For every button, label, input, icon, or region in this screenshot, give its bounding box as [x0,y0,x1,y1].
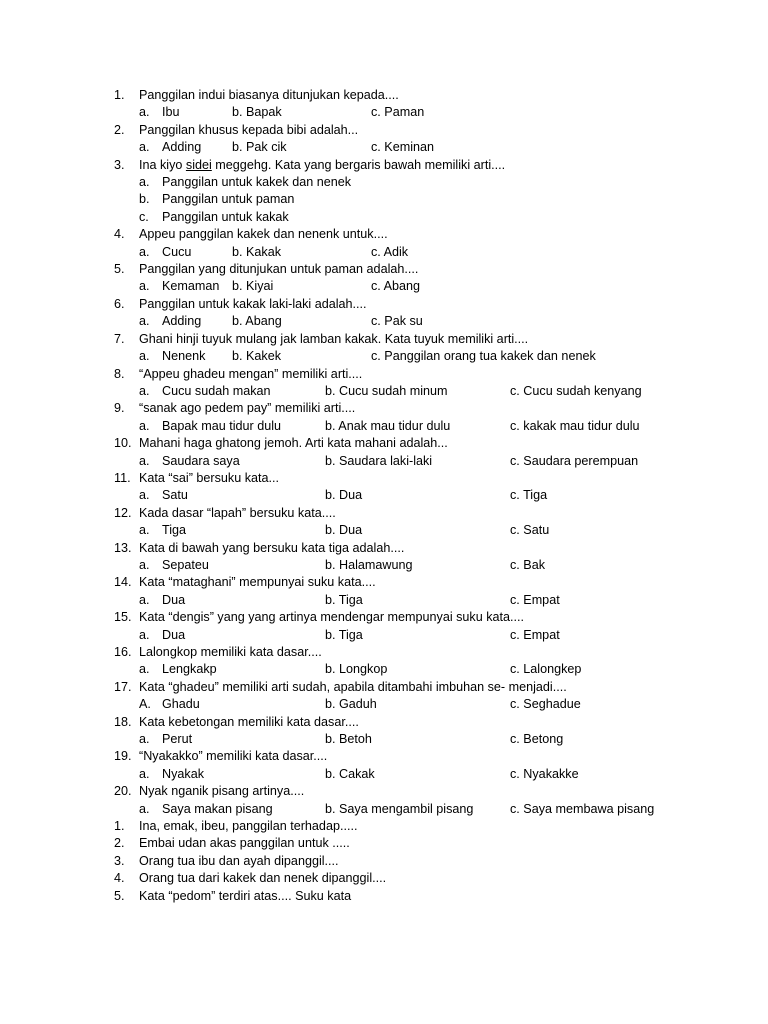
question-text: Panggilan untuk kakak laki-laki adalah.... [139,296,367,311]
question-text-post: meggehg. Kata yang bergaris bawah memiliki arti.... [211,157,506,172]
option-row [0,696,768,713]
option-text: b. Kakak [232,244,282,259]
question-text: “sanak ago pedem pay” memiliki arti.... [139,401,356,416]
question-row [0,679,768,696]
question-text: Panggilan khusus kepada bibi adalah... [139,122,359,137]
option-letter: b. [139,192,150,207]
question-number: 12. [114,505,132,520]
option-letter: a. [139,523,150,538]
question-number: 10. [114,436,132,451]
option-text: Cucu sudah makan [162,383,271,398]
essay-number: 1. [114,819,125,834]
essay-row [0,853,768,870]
question-number: 6. [114,296,125,311]
option-row [0,383,768,400]
option-text: c. Empat [510,627,560,642]
essay-text: Ina, emak, ibeu, panggilan terhadap..... [139,819,358,834]
question-row [0,783,768,800]
question-row [0,505,768,522]
option-text: b. Dua [325,488,363,503]
option-row [0,278,768,295]
option-text: b. Cucu sudah minum [325,383,448,398]
option-text: c. Lalongkep [510,662,582,677]
question-text: Kata “ghadeu” memiliki arti sudah, apabila ditambahi imbuhan se- menjadi.... [139,679,567,694]
option-text: c. Tiga [510,488,548,503]
option-letter: a. [139,732,150,747]
option-letter: a. [139,314,150,329]
option-text: Ghadu [162,697,200,712]
option-text: b. Kiyai [232,279,274,294]
option-letter: a. [139,140,150,155]
option-text: b. Kakek [232,349,282,364]
question-text: Panggilan yang ditunjukan untuk paman adalah.... [139,262,419,277]
option-text: c. Abang [371,279,421,294]
option-letter: a. [139,279,150,294]
option-text: Adding [162,314,202,329]
question-row [0,748,768,765]
option-text: b. Tiga [325,592,363,607]
option-text: Bapak mau tidur dulu [162,418,282,433]
question-number: 8. [114,366,125,381]
option-text: b. Betoh [325,732,372,747]
essay-text: Embai udan akas panggilan untuk ..... [139,836,350,851]
question-text: Mahani haga ghatong jemoh. Arti kata mahani adalah... [139,436,448,451]
option-letter: a. [139,453,150,468]
option-text: c. Saudara perempuan [510,453,639,468]
essay-row [0,888,768,905]
question-number: 2. [114,122,125,137]
option-letter: a. [139,557,150,572]
option-text: Kemaman [162,279,220,294]
question-row [0,540,768,557]
option-text: b. Gaduh [325,697,377,712]
question-text: Kada dasar “lapah” bersuku kata.... [139,505,336,520]
question-text: Lalongkop memiliki kata dasar.... [139,645,322,659]
option-row [0,191,768,208]
question-number: 11. [114,470,131,485]
question-text: Kata “dengis” yang yang artinya mendengar mempunyai suku kata.... [139,610,525,625]
option-text: Panggilan untuk paman [162,192,295,207]
question-text: Kata kebetongan memiliki kata dasar.... [139,714,359,729]
question-number: 4. [114,227,125,242]
option-row [0,522,768,539]
option-letter: a. [139,383,150,398]
option-text: c. Adik [371,244,409,259]
question-row [0,400,768,417]
option-letter: a. [139,105,150,120]
option-text: Nyakak [162,766,204,781]
essay-number: 5. [114,888,125,903]
option-text: c. Empat [510,592,560,607]
essay-row [0,818,768,835]
option-text: Perut [162,732,193,747]
option-text: Lengkakp [162,662,217,677]
option-text: c. Paman [371,105,425,120]
question-text: Nyak nganik pisang artinya.... [139,784,305,799]
question-row [0,470,768,487]
option-row [0,592,768,609]
question-text [139,157,505,174]
question-number: 20. [114,784,132,799]
option-text: c. Pak su [371,314,423,329]
question-row [0,435,768,452]
option-text: c. Satu [510,523,550,538]
option-row [0,418,768,435]
option-letter: c. [139,209,149,224]
option-text: Cucu [162,244,192,259]
question-text: Kata di bawah yang bersuku kata tiga adalah.... [139,540,405,555]
question-number: 14. [114,575,132,590]
question-number: 5. [114,262,125,277]
option-text: c. Bak [510,557,545,572]
option-text: c. Panggilan orang tua kakek dan nenek [371,349,596,364]
underlined-word: sidei [185,157,212,172]
option-text: Sepateu [162,557,209,572]
option-text: b. Bapak [232,105,282,120]
question-text: Kata “mataghani” mempunyai suku kata.... [139,575,376,590]
option-text: Ibu [162,105,180,120]
option-row [0,244,768,261]
option-text: Dua [162,592,186,607]
option-text: Tiga [162,523,187,538]
question-row [0,122,768,139]
essay-row [0,870,768,887]
option-text: c. Saya membawa pisang [510,801,655,816]
question-number: 17. [114,679,132,694]
option-letter: a. [139,592,150,607]
option-row [0,209,768,226]
option-letter: a. [139,662,150,677]
essay-text: Orang tua dari kakek dan nenek dipanggil.... [139,871,387,886]
option-text: Panggilan untuk kakek dan nenek [162,175,352,190]
option-row [0,766,768,783]
question-text: Appeu panggilan kakek dan nenenk untuk.... [139,227,388,242]
option-text: c. Betong [510,732,564,747]
option-text: c. Seghadue [510,697,581,712]
option-text: b. Anak mau tidur dulu [325,418,451,433]
option-text: c. kakak mau tidur dulu [510,418,640,433]
option-row [0,348,768,365]
option-letter: a. [139,175,150,190]
option-letter: a. [139,349,150,364]
option-row [0,139,768,156]
option-text: c. Cucu sudah kenyang [510,383,642,398]
option-row [0,661,768,678]
option-row [0,627,768,644]
option-text: b. Halamawung [325,557,413,572]
option-text: Satu [162,488,188,503]
option-text: Dua [162,627,186,642]
question-row [0,87,768,104]
question-text-pre: Ina kiyo [139,157,186,172]
option-letter: a. [139,627,150,642]
question-row [0,296,768,313]
question-row [0,157,768,174]
option-text: Panggilan untuk kakak [162,209,289,224]
question-number: 1. [114,88,125,102]
option-text: Adding [162,140,202,155]
option-text: Nenenk [162,349,206,364]
option-row [0,801,768,818]
essay-number: 4. [114,871,125,886]
question-row [0,714,768,731]
option-letter: a. [139,766,150,781]
option-row [0,557,768,574]
option-text: b. Dua [325,523,363,538]
option-row [0,731,768,748]
option-text: Saya makan pisang [162,801,273,816]
question-row [0,644,768,661]
option-letter: a. [139,801,150,816]
question-number: 13. [114,540,132,555]
question-row [0,609,768,626]
essay-row [0,835,768,852]
question-row [0,574,768,591]
option-text: c. Nyakakke [510,766,579,781]
option-text: b. Pak cik [232,140,287,155]
option-text: b. Saya mengambil pisang [325,801,474,816]
option-letter: a. [139,418,150,433]
essay-text: Orang tua ibu dan ayah dipanggil.... [139,853,339,868]
question-text: Kata “sai” bersuku kata... [139,470,279,485]
option-row [0,487,768,504]
question-number: 16. [114,645,132,659]
question-list [0,87,768,905]
question-text: Ghani hinji tuyuk mulang jak lamban kakak. Kata tuyuk memiliki arti.... [139,331,529,346]
option-letter: A. [139,697,151,712]
question-row [0,331,768,348]
option-text: b. Longkop [325,662,388,677]
option-row [0,453,768,470]
option-text: b. Cakak [325,766,375,781]
option-letter: a. [139,244,150,259]
question-number: 7. [114,331,125,346]
question-text: Panggilan indui biasanya ditunjukan kepada.... [139,88,399,102]
essay-number: 3. [114,853,125,868]
question-row [0,366,768,383]
question-text: “Appeu ghadeu mengan” memiliki arti.... [139,366,363,381]
question-number: 9. [114,401,125,416]
question-number: 19. [114,749,132,764]
option-text: c. Keminan [371,140,434,155]
question-row [0,261,768,278]
option-row [0,104,768,121]
question-row [0,226,768,243]
essay-number: 2. [114,836,125,851]
option-text: Saudara saya [162,453,240,468]
question-number: 3. [114,157,125,172]
question-text: “Nyakakko” memiliki kata dasar.... [139,749,328,764]
question-number: 18. [114,714,132,729]
option-letter: a. [139,488,150,503]
option-text: b. Abang [232,314,282,329]
option-row [0,174,768,191]
question-number: 15. [114,610,132,625]
option-text: b. Saudara laki-laki [325,453,433,468]
option-text: b. Tiga [325,627,363,642]
option-row [0,313,768,330]
essay-text: Kata “pedom” terdiri atas.... Suku kata [139,888,352,903]
